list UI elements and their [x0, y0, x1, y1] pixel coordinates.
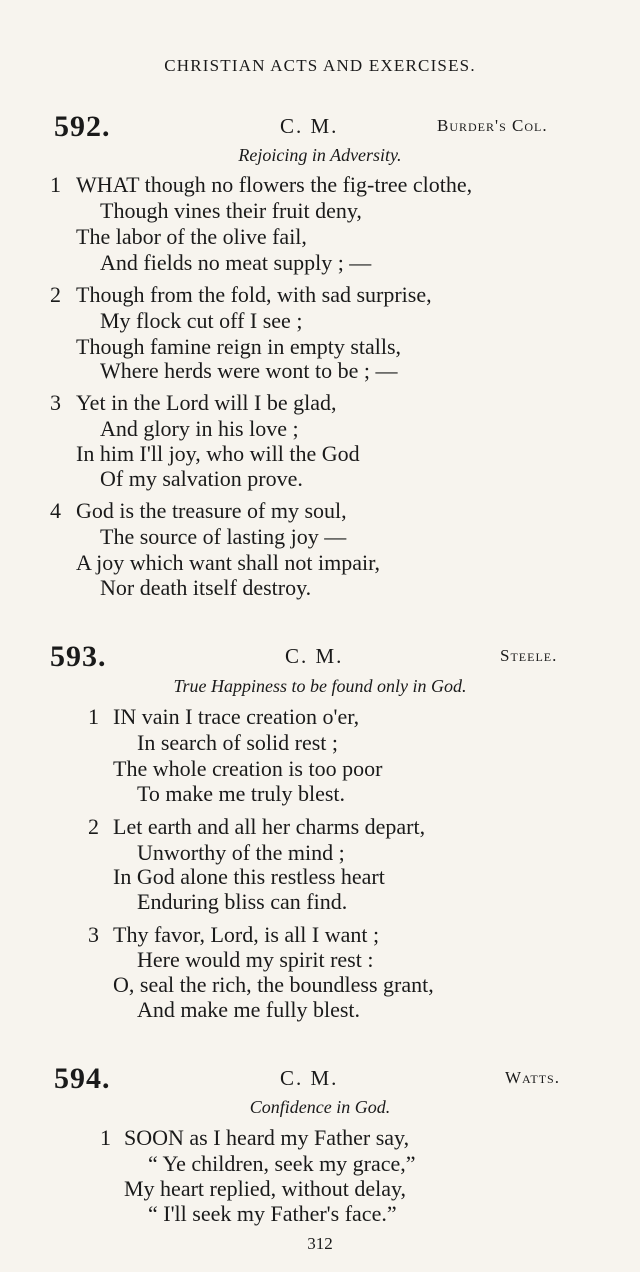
- hymn-meter: C. M.: [280, 114, 339, 138]
- verse-number: 3: [88, 922, 99, 947]
- hymn-title: Rejoicing in Adversity.: [238, 145, 402, 165]
- verse-line: Yet in the Lord will I be glad,: [76, 390, 337, 415]
- verse-number: 1: [100, 1125, 111, 1150]
- hymn-author: Watts.: [505, 1068, 560, 1087]
- verse-line: O, seal the rich, the boundless grant,: [113, 972, 434, 997]
- verse-line: IN vain I trace creation o'er,: [113, 704, 360, 729]
- verse-line: Let earth and all her charms depart,: [113, 814, 426, 839]
- verse-number: 1: [50, 172, 61, 197]
- verse-number: 3: [50, 390, 61, 415]
- verse-line: And fields no meat supply ; —: [100, 250, 372, 275]
- verse-line: Enduring bliss can find.: [137, 889, 348, 914]
- verse-number: 2: [88, 814, 99, 839]
- verse-line: WHAT though no flowers the fig-tree clothe,: [76, 172, 473, 197]
- hymn-title: Confidence in God.: [249, 1097, 391, 1117]
- hymn-meter: C. M.: [285, 644, 344, 668]
- page-header: CHRISTIAN ACTS AND EXERCISES.: [164, 56, 476, 75]
- verse-line: Of my salvation prove.: [100, 466, 303, 491]
- hymn-number: 594.: [54, 1062, 111, 1095]
- hymn-title: True Happiness to be found only in God.: [173, 676, 467, 696]
- hymn-meter: C. M.: [280, 1066, 339, 1090]
- verse-line: A joy which want shall not impair,: [76, 550, 381, 575]
- verse-line: In search of solid rest ;: [137, 730, 338, 755]
- hymn-header: [0, 1062, 640, 1096]
- verse-number: 2: [50, 282, 61, 307]
- verse-line: The source of lasting joy —: [100, 524, 347, 549]
- page-number: 312: [307, 1234, 333, 1253]
- verse-line: In him I'll joy, who will the God: [76, 441, 360, 466]
- verse-line: And glory in his love ;: [100, 416, 299, 441]
- hymn-header: [0, 110, 640, 144]
- verse-line: Where herds were wont to be ; —: [100, 358, 398, 383]
- verse-line: SOON as I heard my Father say,: [124, 1125, 410, 1150]
- verse-number: 1: [88, 704, 99, 729]
- hymn-author: Steele.: [500, 646, 558, 665]
- hymn-header: [0, 640, 640, 674]
- verse-line: Though from the fold, with sad surprise,: [76, 282, 432, 307]
- verse-line: To make me truly blest.: [137, 781, 346, 806]
- verse-line: Though vines their fruit deny,: [100, 198, 362, 223]
- hymn-number: 592.: [54, 110, 111, 143]
- verse-line: Nor death itself destroy.: [100, 575, 312, 600]
- verse-line: And make me fully blest.: [137, 997, 361, 1022]
- verse-line: Here would my spirit rest :: [137, 947, 374, 972]
- hymn-number: 593.: [50, 640, 107, 673]
- verse-line: God is the treasure of my soul,: [76, 498, 347, 523]
- verse-line: “ I'll seek my Father's face.”: [148, 1201, 397, 1226]
- verse-number: 4: [50, 498, 61, 523]
- verse-line: My flock cut off I see ;: [100, 308, 303, 333]
- verse-line: In God alone this restless heart: [113, 864, 385, 889]
- verse-line: My heart replied, without delay,: [124, 1176, 407, 1201]
- verse-line: The labor of the olive fail,: [76, 224, 307, 249]
- verse-line: Thy favor, Lord, is all I want ;: [113, 922, 380, 947]
- verse-line: Though famine reign in empty stalls,: [76, 334, 402, 359]
- verse-line: The whole creation is too poor: [113, 756, 383, 781]
- verse-line: “ Ye children, seek my grace,”: [148, 1151, 416, 1176]
- hymn-author: Burder's Col.: [437, 116, 548, 135]
- verse-line: Unworthy of the mind ;: [137, 840, 345, 865]
